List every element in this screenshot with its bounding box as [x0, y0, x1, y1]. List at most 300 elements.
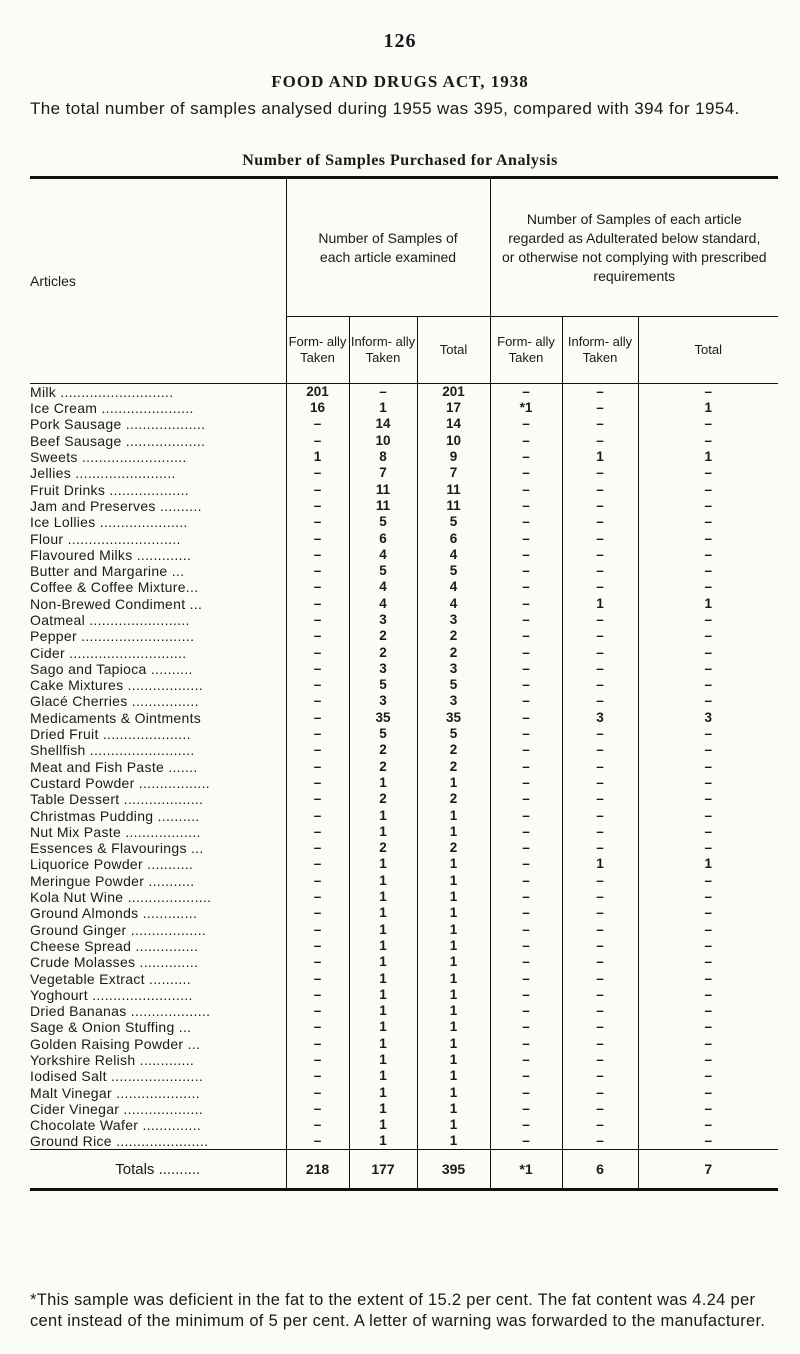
adulterated-informally: – [562, 824, 638, 840]
examined-informally: – [349, 384, 417, 401]
adulterated-total: – [638, 759, 778, 775]
adulterated-total: – [638, 1052, 778, 1068]
examined-group-header [286, 178, 490, 317]
table-row [30, 1101, 778, 1117]
examined-formally: – [286, 726, 349, 742]
adulterated-formally: – [490, 644, 562, 660]
examined-formally: – [286, 661, 349, 677]
examined-informally: 4 [349, 579, 417, 595]
examined-informally: 1 [349, 824, 417, 840]
table-row [30, 481, 778, 497]
article-name: Ground Almonds ............. [30, 905, 198, 922]
examined-informally: 1 [349, 1101, 417, 1117]
adulterated-total: – [638, 481, 778, 497]
examined-informally: 2 [349, 742, 417, 758]
examined-total: 2 [417, 840, 490, 856]
adulterated-formally: – [490, 840, 562, 856]
examined-formally: – [286, 1084, 349, 1100]
table-row [30, 530, 778, 546]
examined-informally: 1 [349, 400, 417, 416]
examined-informally: 8 [349, 449, 417, 465]
adulterated-informally: – [562, 807, 638, 823]
adulterated-formally: – [490, 514, 562, 530]
adulterated-total: – [638, 498, 778, 514]
examined-total: 10 [417, 433, 490, 449]
adulterated-informally: – [562, 970, 638, 986]
examined-formally: – [286, 1117, 349, 1133]
adulterated-informally: 1 [562, 856, 638, 872]
examined-informally: 2 [349, 644, 417, 660]
adulterated-total: – [638, 416, 778, 432]
adulterated-informally: – [562, 530, 638, 546]
adulterated-total: – [638, 547, 778, 563]
examined-informally: 10 [349, 433, 417, 449]
adulterated-informally-header: Inform- ally Taken [562, 317, 638, 384]
examined-formally: – [286, 433, 349, 449]
adulterated-total: – [638, 791, 778, 807]
article-name: Cider Vinegar ................... [30, 1100, 204, 1117]
examined-formally: – [286, 938, 349, 954]
adulterated-total: – [638, 579, 778, 595]
article-name: Shellfish ......................... [30, 742, 195, 759]
adulterated-informally: – [562, 416, 638, 432]
examined-formally: 16 [286, 400, 349, 416]
table-row [30, 612, 778, 628]
adulterated-total: – [638, 1101, 778, 1117]
adulterated-formally: – [490, 677, 562, 693]
examined-total: 4 [417, 596, 490, 612]
article-name: Kola Nut Wine .................... [30, 889, 212, 906]
adulterated-informally: – [562, 873, 638, 889]
adulterated-informally: – [562, 905, 638, 921]
table-row [30, 742, 778, 758]
examined-informally: 1 [349, 873, 417, 889]
adulterated-formally: – [490, 791, 562, 807]
examined-informally: 1 [349, 1019, 417, 1035]
examined-informally: 2 [349, 628, 417, 644]
adulterated-informally: – [562, 498, 638, 514]
examined-total: 5 [417, 514, 490, 530]
adulterated-total: – [638, 987, 778, 1003]
table-row [30, 547, 778, 563]
table-row [30, 987, 778, 1003]
examined-formally: – [286, 563, 349, 579]
examined-group-text: Number of Samples of each article examined [318, 229, 458, 265]
adulterated-informally: – [562, 726, 638, 742]
adulterated-formally: – [490, 1101, 562, 1117]
examined-total: 14 [417, 416, 490, 432]
adulterated-total: – [638, 840, 778, 856]
table-row [30, 710, 778, 726]
adulterated-informally: 3 [562, 710, 638, 726]
adulterated-total: – [638, 775, 778, 791]
adulterated-formally-header: Form- ally Taken [490, 317, 562, 384]
adulterated-formally: – [490, 726, 562, 742]
adulterated-formally: – [490, 970, 562, 986]
adulterated-total: – [638, 889, 778, 905]
examined-formally: – [286, 644, 349, 660]
adulterated-total: – [638, 905, 778, 921]
adulterated-total: 1 [638, 856, 778, 872]
intro-paragraph: The total number of samples analysed during 1955 was 395, compared with 394 for 1954. [30, 99, 740, 118]
examined-total: 35 [417, 710, 490, 726]
adulterated-formally: – [490, 824, 562, 840]
adulterated-informally: – [562, 922, 638, 938]
article-name: Jellies ........................ [30, 465, 176, 482]
examined-total: 1 [417, 1101, 490, 1117]
adulterated-total: – [638, 742, 778, 758]
article-name: Iodised Salt ...................... [30, 1068, 204, 1085]
examined-formally: – [286, 905, 349, 921]
adulterated-total: – [638, 677, 778, 693]
article-name: Flour ........................... [30, 530, 181, 547]
examined-formally: – [286, 710, 349, 726]
examined-formally: – [286, 840, 349, 856]
adulterated-formally: – [490, 498, 562, 514]
adulterated-informally: – [562, 644, 638, 660]
table-body [30, 384, 778, 1150]
examined-total: 201 [417, 384, 490, 401]
adulterated-total: – [638, 1068, 778, 1084]
table-row [30, 873, 778, 889]
table-row [30, 1117, 778, 1133]
adulterated-total: – [638, 465, 778, 481]
adulterated-formally: – [490, 416, 562, 432]
article-name: Dried Bananas ................... [30, 1003, 211, 1020]
adulterated-informally: 1 [562, 449, 638, 465]
table-row [30, 465, 778, 481]
examined-formally: – [286, 742, 349, 758]
examined-total: 2 [417, 742, 490, 758]
examined-informally: 1 [349, 1036, 417, 1052]
adulterated-informally: – [562, 514, 638, 530]
adulterated-total: – [638, 1133, 778, 1150]
article-name: Milk ........................... [30, 384, 174, 400]
table-row [30, 498, 778, 514]
table-row [30, 384, 778, 401]
examined-informally: 7 [349, 465, 417, 481]
examined-total: 6 [417, 530, 490, 546]
examined-informally: 2 [349, 791, 417, 807]
article-name: Sago and Tapioca .......... [30, 660, 193, 677]
adulterated-formally: – [490, 987, 562, 1003]
table-row [30, 449, 778, 465]
examined-total: 5 [417, 726, 490, 742]
article-name: Dried Fruit ..................... [30, 726, 191, 743]
examined-informally: 3 [349, 693, 417, 709]
footnote: *This sample was deficient in the fat to the extent of 15.2 per cent. The fat content was 4.24 per cent instead of the minimum of 5 per cent. A letter of warning was forwarded to the manufacturer. [30, 1291, 766, 1330]
examined-total: 5 [417, 563, 490, 579]
article-name: Chocolate Wafer .............. [30, 1117, 202, 1134]
examined-total: 1 [417, 954, 490, 970]
adulterated-formally: – [490, 547, 562, 563]
article-name: Pork Sausage ................... [30, 416, 206, 433]
article-name: Fruit Drinks ................... [30, 481, 189, 498]
table-caption: Number of Samples Purchased for Analysis [242, 152, 558, 169]
adulterated-informally: – [562, 775, 638, 791]
examined-formally: – [286, 922, 349, 938]
examined-total: 1 [417, 873, 490, 889]
adulterated-total: – [638, 384, 778, 401]
adulterated-formally: – [490, 1052, 562, 1068]
totals-adulterated-informally: 6 [562, 1150, 638, 1190]
examined-informally: 1 [349, 1003, 417, 1019]
adulterated-informally: – [562, 563, 638, 579]
examined-total: 1 [417, 1052, 490, 1068]
article-name: Ground Rice ...................... [30, 1133, 209, 1150]
examined-formally: – [286, 987, 349, 1003]
adulterated-informally: – [562, 1133, 638, 1150]
examined-formally: – [286, 970, 349, 986]
adulterated-total: – [638, 563, 778, 579]
totals-examined-formally: 218 [286, 1150, 349, 1190]
adulterated-total: – [638, 1084, 778, 1100]
article-name: Liquorice Powder ........... [30, 856, 194, 873]
examined-informally: 4 [349, 596, 417, 612]
examined-informally-header: Inform- ally Taken [349, 317, 417, 384]
examined-formally: – [286, 1019, 349, 1035]
adulterated-formally: – [490, 710, 562, 726]
examined-informally: 1 [349, 954, 417, 970]
examined-informally: 35 [349, 710, 417, 726]
examined-formally: – [286, 677, 349, 693]
table-row [30, 759, 778, 775]
table-row [30, 644, 778, 660]
table-row [30, 856, 778, 872]
examined-formally: – [286, 514, 349, 530]
adulterated-total: – [638, 1003, 778, 1019]
table-row [30, 416, 778, 432]
examined-formally: – [286, 889, 349, 905]
examined-formally: – [286, 579, 349, 595]
table-header [30, 178, 778, 384]
adulterated-informally: – [562, 742, 638, 758]
examined-total: 1 [417, 889, 490, 905]
adulterated-total: – [638, 514, 778, 530]
examined-formally: 201 [286, 384, 349, 401]
article-name: Meat and Fish Paste ....... [30, 758, 198, 775]
examined-total: 11 [417, 481, 490, 497]
examined-formally: – [286, 1052, 349, 1068]
examined-informally: 5 [349, 563, 417, 579]
examined-informally: 11 [349, 498, 417, 514]
adulterated-total-header: Total [638, 317, 778, 384]
adulterated-informally: – [562, 677, 638, 693]
adulterated-formally: – [490, 481, 562, 497]
adulterated-informally: – [562, 840, 638, 856]
samples-table [30, 176, 778, 1191]
examined-informally: 4 [349, 547, 417, 563]
table-row [30, 433, 778, 449]
examined-informally: 1 [349, 1052, 417, 1068]
examined-formally: – [286, 856, 349, 872]
article-name: Meringue Powder ........... [30, 872, 195, 889]
adulterated-total: – [638, 693, 778, 709]
adulterated-total: – [638, 433, 778, 449]
adulterated-formally: – [490, 612, 562, 628]
adulterated-informally: – [562, 938, 638, 954]
adulterated-total: 1 [638, 400, 778, 416]
examined-informally: 1 [349, 775, 417, 791]
adulterated-informally: – [562, 1101, 638, 1117]
adulterated-informally: – [562, 481, 638, 497]
adulterated-formally: – [490, 596, 562, 612]
examined-total-header: Total [417, 317, 490, 384]
articles-column-header: Articles [30, 273, 76, 289]
adulterated-formally: – [490, 563, 562, 579]
adulterated-informally: – [562, 1036, 638, 1052]
article-name: Butter and Margarine ... [30, 563, 185, 580]
examined-total: 1 [417, 1003, 490, 1019]
examined-formally: – [286, 1133, 349, 1150]
adulterated-informally: – [562, 1084, 638, 1100]
adulterated-informally: – [562, 987, 638, 1003]
table-row [30, 1133, 778, 1150]
examined-formally: – [286, 1068, 349, 1084]
adulterated-total: – [638, 628, 778, 644]
examined-formally: – [286, 498, 349, 514]
examined-formally: – [286, 873, 349, 889]
article-name: Essences & Flavourings ... [30, 840, 204, 857]
adulterated-total: – [638, 661, 778, 677]
examined-informally: 5 [349, 677, 417, 693]
examined-total: 1 [417, 1117, 490, 1133]
adulterated-formally: – [490, 775, 562, 791]
examined-total: 2 [417, 759, 490, 775]
totals-label: Totals .......... [115, 1160, 201, 1178]
totals-examined-informally: 177 [349, 1150, 417, 1190]
examined-formally: – [286, 530, 349, 546]
article-name: Medicaments & Ointments [30, 709, 202, 726]
adulterated-formally: – [490, 1117, 562, 1133]
adulterated-informally: 1 [562, 596, 638, 612]
totals-examined-total: 395 [417, 1150, 490, 1190]
examined-total: 9 [417, 449, 490, 465]
adulterated-formally: – [490, 1036, 562, 1052]
article-name: Cheese Spread ............... [30, 937, 199, 954]
examined-informally: 14 [349, 416, 417, 432]
table-row [30, 775, 778, 791]
article-name: Cider ............................ [30, 644, 187, 661]
examined-informally: 11 [349, 481, 417, 497]
examined-total: 3 [417, 693, 490, 709]
adulterated-total: 1 [638, 449, 778, 465]
adulterated-informally: – [562, 954, 638, 970]
table-row [30, 514, 778, 530]
adulterated-formally: – [490, 856, 562, 872]
adulterated-formally: – [490, 873, 562, 889]
article-name: Nut Mix Paste .................. [30, 823, 201, 840]
examined-total: 3 [417, 661, 490, 677]
adulterated-total: 3 [638, 710, 778, 726]
table-row [30, 807, 778, 823]
examined-total: 17 [417, 400, 490, 416]
examined-informally: 1 [349, 970, 417, 986]
examined-formally: – [286, 628, 349, 644]
adulterated-informally: – [562, 1052, 638, 1068]
examined-formally: 1 [286, 449, 349, 465]
examined-total: 2 [417, 644, 490, 660]
article-name: Oatmeal ........................ [30, 612, 190, 628]
adulterated-formally: – [490, 384, 562, 401]
adulterated-informally: – [562, 1117, 638, 1133]
examined-informally: 5 [349, 726, 417, 742]
table-row [30, 905, 778, 921]
article-name: Glacé Cherries ................ [30, 693, 199, 710]
table-row [30, 938, 778, 954]
examined-informally: 1 [349, 905, 417, 921]
adulterated-total: – [638, 938, 778, 954]
article-name: Table Dessert ................... [30, 791, 204, 808]
table-row [30, 579, 778, 595]
article-name: Pepper ........................... [30, 628, 195, 645]
adulterated-total: – [638, 1117, 778, 1133]
examined-formally: – [286, 416, 349, 432]
adulterated-informally: – [562, 465, 638, 481]
examined-formally: – [286, 954, 349, 970]
adulterated-total: – [638, 1036, 778, 1052]
table-row [30, 1003, 778, 1019]
adulterated-formally: – [490, 433, 562, 449]
examined-total: 1 [417, 1133, 490, 1150]
adulterated-informally: – [562, 628, 638, 644]
adulterated-informally: – [562, 579, 638, 595]
examined-total: 5 [417, 677, 490, 693]
adulterated-informally: – [562, 547, 638, 563]
examined-total: 1 [417, 1036, 490, 1052]
adulterated-formally: – [490, 889, 562, 905]
table-row [30, 661, 778, 677]
examined-formally: – [286, 1003, 349, 1019]
examined-formally: – [286, 759, 349, 775]
examined-total: 1 [417, 856, 490, 872]
examined-informally: 1 [349, 938, 417, 954]
examined-total: 1 [417, 987, 490, 1003]
article-name: Crude Molasses .............. [30, 954, 199, 971]
adulterated-formally: – [490, 1084, 562, 1100]
examined-total: 1 [417, 1019, 490, 1035]
adulterated-informally: – [562, 661, 638, 677]
article-name: Cake Mixtures .................. [30, 677, 203, 694]
adulterated-group-header [490, 178, 778, 317]
adulterated-informally: – [562, 759, 638, 775]
table-row [30, 1052, 778, 1068]
table-row [30, 889, 778, 905]
adulterated-total: – [638, 824, 778, 840]
examined-formally: – [286, 481, 349, 497]
examined-total: 1 [417, 922, 490, 938]
adulterated-informally: – [562, 693, 638, 709]
page-number: 126 [383, 30, 417, 52]
adulterated-informally: – [562, 1003, 638, 1019]
adulterated-informally: – [562, 612, 638, 628]
adulterated-formally: – [490, 759, 562, 775]
table-row [30, 1084, 778, 1100]
article-name: Non-Brewed Condiment ... [30, 595, 203, 612]
examined-formally: – [286, 547, 349, 563]
examined-formally: – [286, 1036, 349, 1052]
act-title: FOOD AND DRUGS ACT, 1938 [271, 72, 529, 91]
adulterated-informally: – [562, 1068, 638, 1084]
article-name: Flavoured Milks ............. [30, 546, 192, 563]
table-row [30, 954, 778, 970]
adulterated-formally: – [490, 530, 562, 546]
table-row [30, 1019, 778, 1035]
table-row [30, 400, 778, 416]
adulterated-total: – [638, 922, 778, 938]
adulterated-total: – [638, 954, 778, 970]
examined-total: 11 [417, 498, 490, 514]
